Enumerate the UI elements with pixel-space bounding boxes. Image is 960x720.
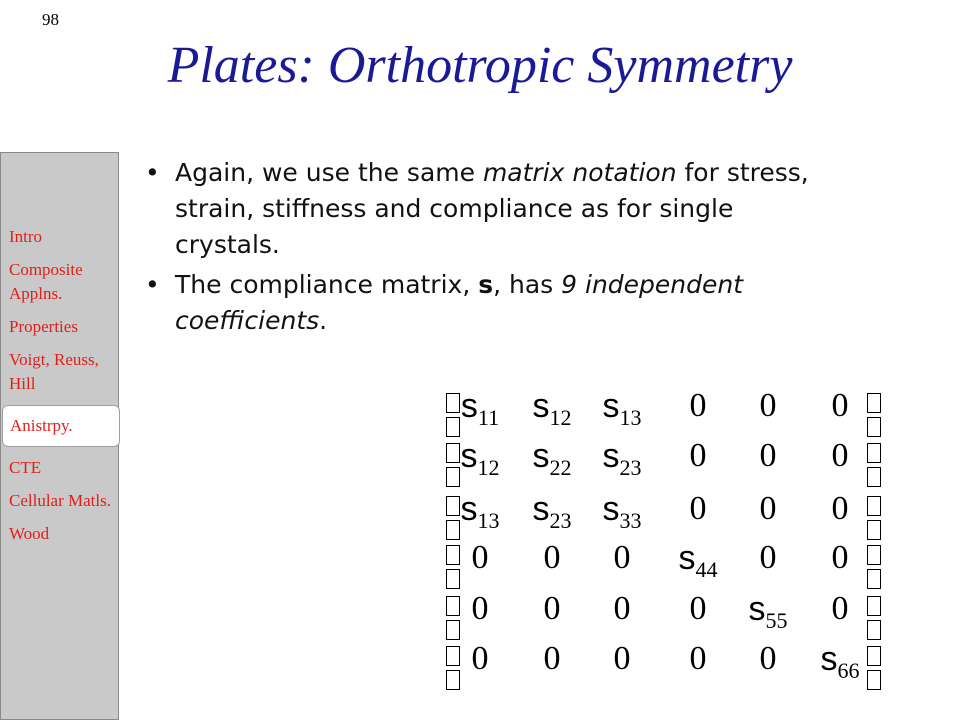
sidebar-item-cte[interactable]: CTE bbox=[9, 458, 42, 477]
bullet-dot: • bbox=[145, 158, 160, 187]
matrix-symbol: s bbox=[532, 490, 550, 528]
compliance-matrix bbox=[440, 385, 900, 685]
bullet-segment: . bbox=[319, 306, 328, 335]
bullet-text bbox=[175, 155, 845, 263]
matrix-subscript: 13 bbox=[477, 508, 500, 533]
matrix-cell bbox=[522, 387, 582, 431]
matrix-cell: 0 bbox=[471, 539, 489, 576]
matrix-subscript: 22 bbox=[549, 455, 572, 480]
matrix-cell: 0 bbox=[543, 539, 561, 576]
matrix-cell bbox=[450, 437, 510, 481]
matrix-cell: 0 bbox=[543, 590, 561, 627]
bullet-list bbox=[145, 155, 845, 343]
sidebar-item-anistrpy[interactable]: Anistrpy. bbox=[2, 405, 120, 447]
matrix-subscript: 12 bbox=[477, 455, 500, 480]
bullet-segment: for stress, strain, stiffness and compliance as for single crystals. bbox=[175, 158, 809, 259]
matrix-cell bbox=[592, 437, 652, 481]
matrix-cell: 0 bbox=[759, 387, 777, 424]
matrix-cell: 0 bbox=[831, 490, 849, 527]
bullet-segment: , has bbox=[493, 270, 562, 299]
matrix-symbol: s bbox=[532, 437, 550, 475]
matrix-cell bbox=[592, 387, 652, 431]
matrix-subscript: 23 bbox=[549, 508, 572, 533]
matrix-cell bbox=[450, 490, 510, 534]
sidebar-item-composite-applns[interactable]: Composite Applns. bbox=[9, 260, 83, 303]
matrix-cell: 0 bbox=[831, 437, 849, 474]
matrix-cell: 0 bbox=[689, 437, 707, 474]
matrix-cell: 0 bbox=[689, 590, 707, 627]
bullet-item bbox=[145, 267, 845, 339]
matrix-cell: 0 bbox=[759, 539, 777, 576]
page-number: 98 bbox=[42, 10, 59, 29]
matrix-subscript: 13 bbox=[619, 405, 642, 430]
matrix-cell: 0 bbox=[613, 640, 631, 677]
sidebar-nav bbox=[0, 152, 119, 720]
sidebar-item-voigt-reuss-hill[interactable]: Voigt, Reuss, Hill bbox=[9, 350, 99, 393]
bullet-segment: The compliance matrix, bbox=[175, 270, 479, 299]
matrix-cell: 0 bbox=[759, 640, 777, 677]
matrix-subscript: 11 bbox=[477, 405, 500, 430]
matrix-symbol: s bbox=[820, 640, 838, 678]
matrix-cell: 0 bbox=[543, 640, 561, 677]
bullet-segment: matrix notation bbox=[482, 158, 677, 187]
matrix-symbol: s bbox=[460, 387, 478, 425]
matrix-subscript: 55 bbox=[765, 608, 788, 633]
bullet-text bbox=[175, 267, 845, 339]
sidebar-item-properties[interactable]: Properties bbox=[9, 317, 78, 336]
matrix-cell: 0 bbox=[759, 437, 777, 474]
sidebar-item-wood[interactable]: Wood bbox=[9, 524, 50, 543]
matrix-cell: 0 bbox=[759, 490, 777, 527]
sidebar-item-cellular-matls[interactable]: Cellular Matls. bbox=[9, 491, 111, 510]
matrix-symbol: s bbox=[678, 539, 696, 577]
matrix-cell bbox=[810, 640, 870, 684]
matrix-cell: 0 bbox=[689, 490, 707, 527]
bullet-segment: s bbox=[478, 270, 494, 299]
matrix-subscript: 12 bbox=[549, 405, 572, 430]
bullet-segment: Again, we use the same bbox=[175, 158, 483, 187]
matrix-cell bbox=[738, 590, 798, 634]
matrix-cell bbox=[522, 490, 582, 534]
matrix-subscript: 44 bbox=[695, 557, 718, 582]
matrix-subscript: 33 bbox=[619, 508, 642, 533]
matrix-symbol: s bbox=[602, 387, 620, 425]
bullet-segment: 9 independent coefficients bbox=[175, 270, 744, 335]
matrix-cell: 0 bbox=[471, 590, 489, 627]
matrix-cell: 0 bbox=[471, 640, 489, 677]
matrix-cell: 0 bbox=[613, 539, 631, 576]
matrix-symbol: s bbox=[532, 387, 550, 425]
matrix-cell: 0 bbox=[831, 539, 849, 576]
matrix-symbol: s bbox=[602, 490, 620, 528]
matrix-subscript: 23 bbox=[619, 455, 642, 480]
matrix-symbol: s bbox=[602, 437, 620, 475]
matrix-cell: 0 bbox=[831, 590, 849, 627]
sidebar-item-intro[interactable]: Intro bbox=[9, 227, 43, 246]
slide-title: Plates: Orthotropic Symmetry bbox=[167, 37, 793, 94]
bullet-item bbox=[145, 155, 845, 263]
matrix-subscript: 66 bbox=[837, 658, 860, 683]
matrix-cell: 0 bbox=[613, 590, 631, 627]
matrix-cell bbox=[668, 539, 728, 583]
matrix-symbol: s bbox=[748, 590, 766, 628]
matrix-cell bbox=[522, 437, 582, 481]
matrix-cell: 0 bbox=[689, 387, 707, 424]
sidebar-list bbox=[1, 225, 118, 555]
matrix-symbol: s bbox=[460, 490, 478, 528]
matrix-cell bbox=[592, 490, 652, 534]
bullet-dot: • bbox=[145, 270, 160, 299]
matrix-symbol: s bbox=[460, 437, 478, 475]
matrix-cell: 0 bbox=[689, 640, 707, 677]
matrix-cell: 0 bbox=[831, 387, 849, 424]
matrix-cell bbox=[450, 387, 510, 431]
